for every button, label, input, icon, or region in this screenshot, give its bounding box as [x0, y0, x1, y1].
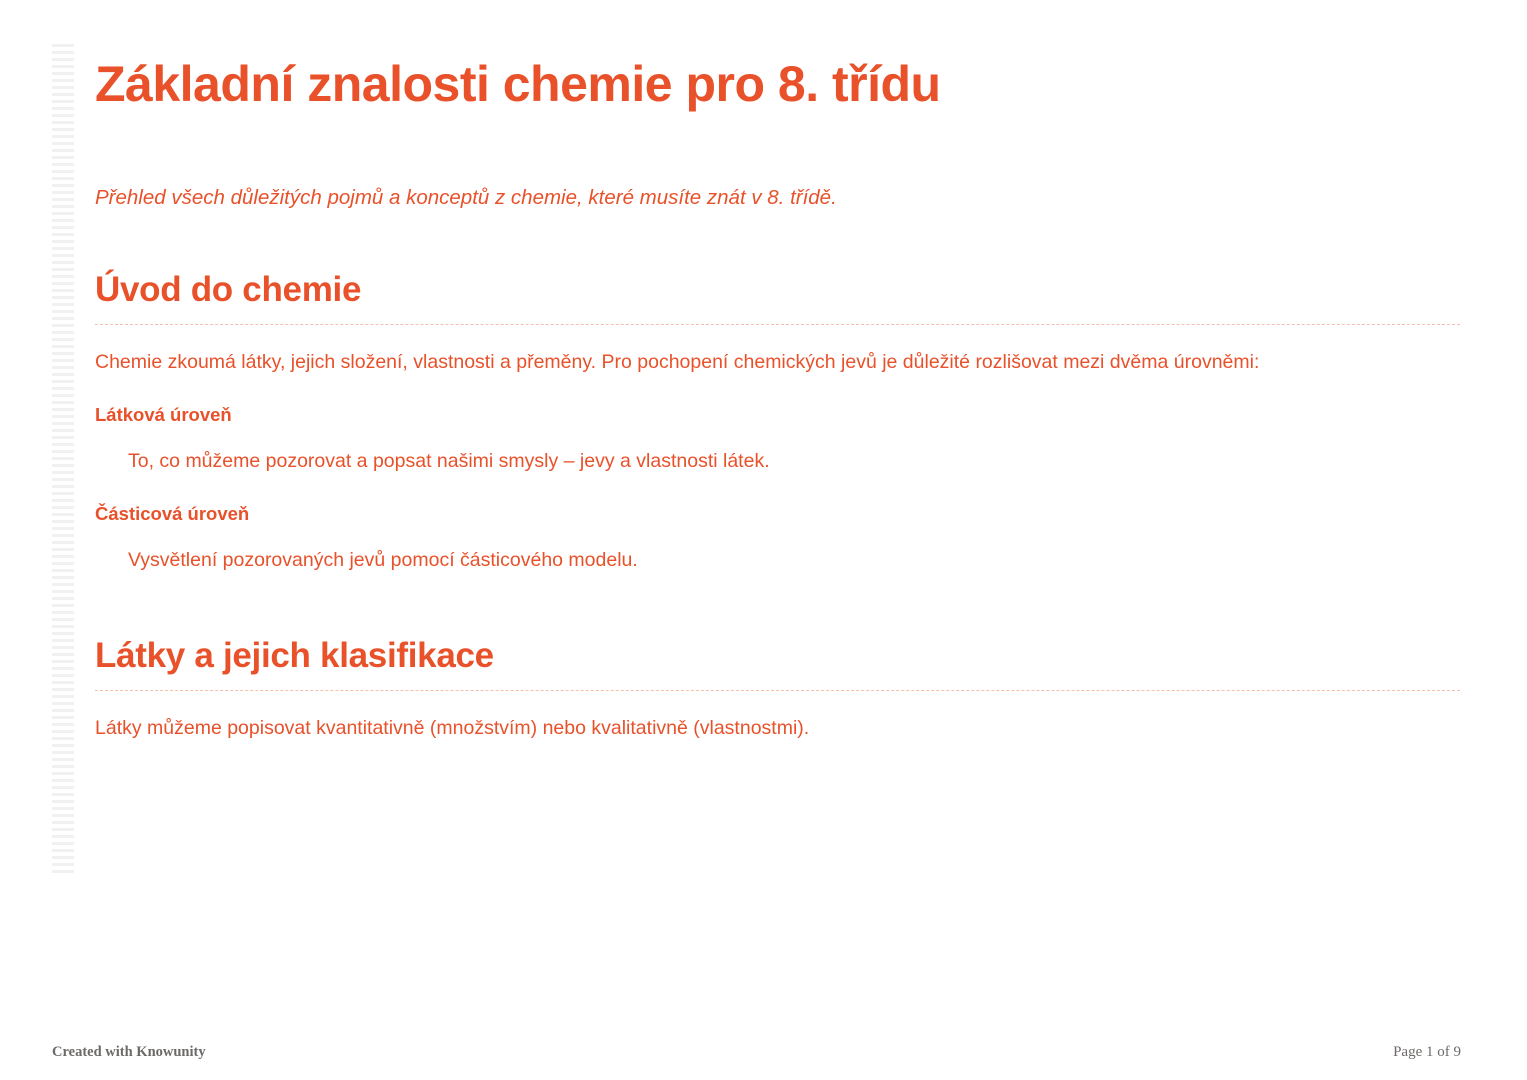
section-heading-latky: Látky a jejich klasifikace	[95, 636, 1460, 691]
section-latky-text: Látky můžeme popisovat kvantitativně (množstvím) nebo kvalitativně (vlastnostmi).	[95, 717, 810, 740]
section-heading-intro: Úvod do chemie	[95, 270, 1460, 325]
term-definition-casticova-uroven: Vysvětlení pozorovaných jevů pomocí částicového modelu.	[128, 549, 638, 572]
document-subtitle: Přehled všech důležitých pojmů a konceptů z chemie, které musíte znát v 8. třídě.	[95, 185, 837, 209]
page-edge-ruler	[52, 44, 74, 874]
section-intro-text: Chemie zkoumá látky, jejich složení, vlastnosti a přeměny. Pro pochopení chemických jevů je důležité rozlišovat mezi dvěma úrovněmi:	[95, 350, 1260, 373]
term-latkova-uroven: Látková úroveň	[95, 404, 232, 426]
footer-page-number: Page 1 of 9	[1393, 1044, 1461, 1060]
page-title: Základní znalosti chemie pro 8. třídu	[95, 56, 941, 112]
term-casticova-uroven: Částicová úroveň	[95, 503, 250, 525]
term-definition-latkova-uroven: To, co můžeme pozorovat a popsat našimi smysly – jevy a vlastnosti látek.	[128, 450, 770, 473]
footer-credit: Created with Knowunity	[52, 1044, 206, 1060]
document-page	[95, 44, 1460, 745]
page-footer	[0, 1020, 1527, 1080]
